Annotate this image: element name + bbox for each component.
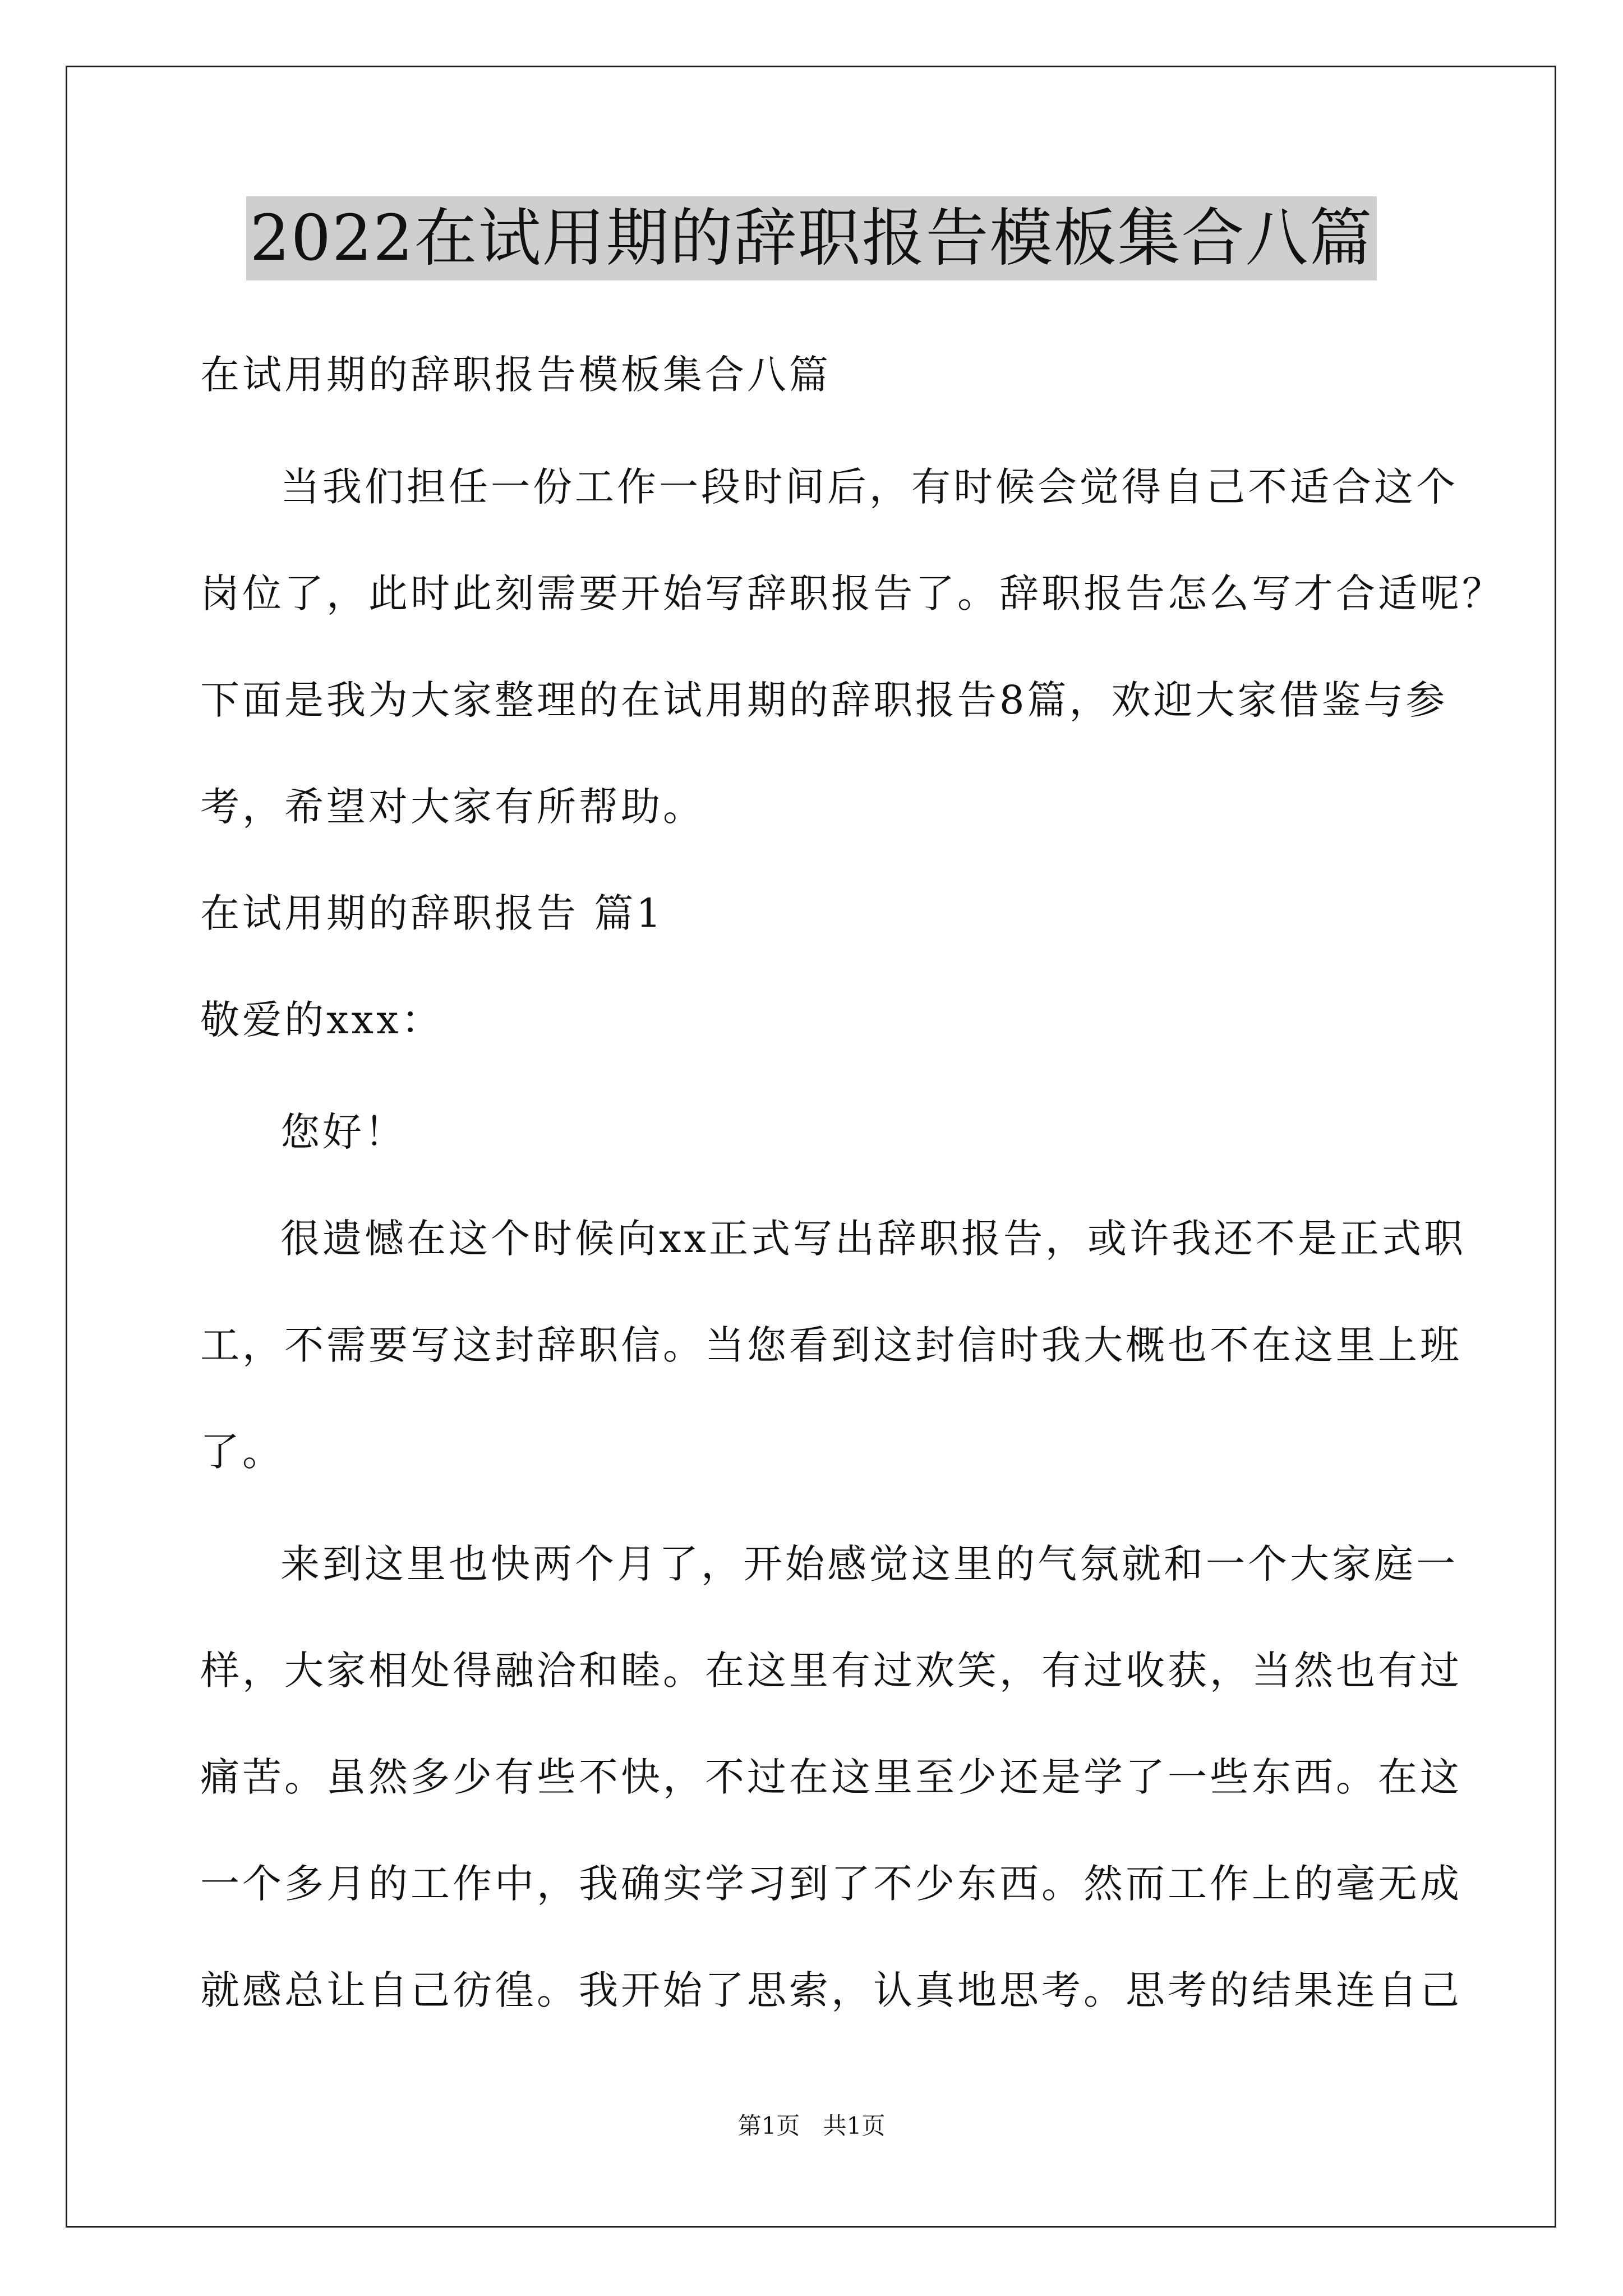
subtitle-line: 在试用期的辞职报告模板集合八篇: [200, 352, 831, 398]
paragraph-line: 很遗憾在这个时候向xx正式写出辞职报告，或许我还不是正式职: [280, 1216, 1466, 1262]
paragraph-line: 考，希望对大家有所帮助。: [200, 784, 705, 830]
paragraph-line: 岗位了，此时此刻需要开始写辞职报告了。辞职报告怎么写才合适呢？: [200, 570, 1504, 616]
paragraph-line: 来到这里也快两个月了，开始感觉这里的气氛就和一个大家庭一: [280, 1541, 1458, 1587]
salutation: 敬爱的xxx：: [200, 997, 444, 1043]
paragraph-line: 当我们担任一份工作一段时间后，有时候会觉得自己不适合这个: [280, 464, 1458, 510]
document-title: 2022在试用期的辞职报告模板集合八篇: [246, 196, 1376, 280]
greeting: 您好！: [280, 1109, 407, 1155]
paragraph-line: 工，不需要写这封辞职信。当您看到这封信时我大概也不在这里上班: [200, 1322, 1462, 1368]
paragraph-line: 一个多月的工作中，我确实学习到了不少东西。然而工作上的毫无成: [200, 1861, 1462, 1907]
paragraph-line: 就感总让自己彷徨。我开始了思索，认真地思考。思考的结果连自己: [200, 1967, 1462, 2013]
paragraph-line: 下面是我为大家整理的在试用期的辞职报告8篇，欢迎大家借鉴与参: [200, 677, 1448, 723]
page-footer: [0, 2109, 1623, 2143]
page-total: 共1页: [823, 2112, 886, 2139]
paragraph-line: 痛苦。虽然多少有些不快，不过在这里至少还是学了一些东西。在这: [200, 1754, 1462, 1800]
paragraph-line: 了。: [200, 1429, 284, 1475]
title-container: [0, 196, 1623, 280]
section-heading: 在试用期的辞职报告 篇1: [200, 890, 664, 936]
paragraph-line: 样，大家相处得融洽和睦。在这里有过欢笑，有过收获，当然也有过: [200, 1648, 1462, 1694]
page-number: 第1页: [737, 2112, 800, 2139]
